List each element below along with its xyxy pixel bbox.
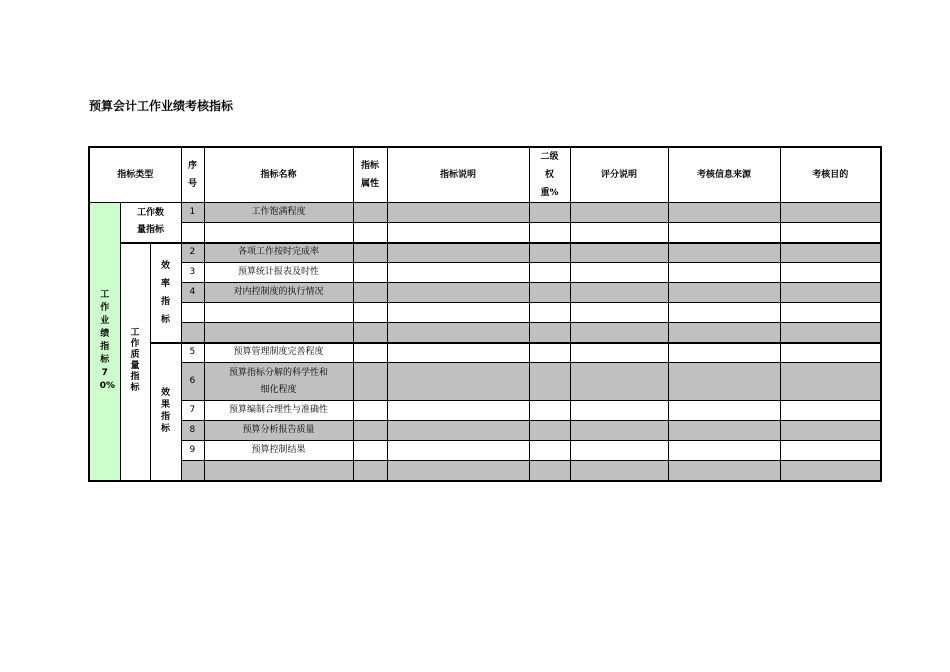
- table-row: [89, 243, 881, 263]
- table-cell: [570, 401, 668, 421]
- table-cell: [780, 303, 881, 323]
- row-name: 各项工作按时完成率: [204, 243, 353, 263]
- header-attr: 指标属性: [353, 147, 387, 203]
- table-cell: [353, 303, 387, 323]
- table-cell: [353, 343, 387, 363]
- header-weight: 二级权重%: [529, 147, 570, 203]
- table-cell: [387, 303, 529, 323]
- kpi-table: [88, 146, 882, 482]
- table-cell: [780, 441, 881, 461]
- table-cell: [387, 401, 529, 421]
- row-seq: 1: [181, 203, 204, 223]
- table-cell: [529, 421, 570, 441]
- table-cell: [529, 203, 570, 223]
- table-cell: [529, 441, 570, 461]
- table-cell: [353, 203, 387, 223]
- header-score: 评分说明: [570, 147, 668, 203]
- row-name: 预算分析报告质量: [204, 421, 353, 441]
- table-cell: [529, 363, 570, 401]
- table-cell: [780, 343, 881, 363]
- row-name: 预算控制结果: [204, 441, 353, 461]
- category-level1: 工作业绩指标70%: [89, 203, 120, 481]
- table-cell: [668, 363, 780, 401]
- row-seq: 9: [181, 441, 204, 461]
- table-cell: [668, 461, 780, 481]
- category-quantity: 工作数量指标: [120, 203, 181, 243]
- row-name: 预算指标分解的科学性和细化程度: [204, 363, 353, 401]
- table-cell: [780, 363, 881, 401]
- row-name: 对内控制度的执行情况: [204, 283, 353, 303]
- table-cell: [529, 223, 570, 243]
- table-cell: [529, 303, 570, 323]
- table-row: [89, 203, 881, 223]
- table-cell: [668, 263, 780, 283]
- category-effect: 效果指标: [150, 343, 181, 481]
- table-cell: [570, 461, 668, 481]
- table-cell: [387, 421, 529, 441]
- table-cell: [353, 401, 387, 421]
- row-seq: 8: [181, 421, 204, 441]
- row-seq: [181, 461, 204, 481]
- table-cell: [353, 323, 387, 343]
- table-cell: [668, 303, 780, 323]
- table-cell: [668, 343, 780, 363]
- table-cell: [387, 223, 529, 243]
- table-cell: [387, 263, 529, 283]
- row-name: [204, 461, 353, 481]
- table-cell: [529, 401, 570, 421]
- table-cell: [353, 461, 387, 481]
- table-row: [89, 343, 881, 363]
- row-name: 预算统计报表及时性: [204, 263, 353, 283]
- row-seq: 2: [181, 243, 204, 263]
- document-title: 预算会计工作业绩考核指标: [89, 99, 234, 113]
- header-purpose: 考核目的: [780, 147, 881, 203]
- header-source: 考核信息来源: [668, 147, 780, 203]
- table-cell: [570, 223, 668, 243]
- table-cell: [529, 243, 570, 263]
- table-cell: [529, 283, 570, 303]
- table-row: [89, 263, 881, 283]
- table-cell: [668, 243, 780, 263]
- row-seq: 6: [181, 363, 204, 401]
- table-cell: [353, 243, 387, 263]
- row-seq: [181, 323, 204, 343]
- row-seq: 4: [181, 283, 204, 303]
- row-seq: 3: [181, 263, 204, 283]
- table-cell: [387, 441, 529, 461]
- table-cell: [570, 303, 668, 323]
- header-name: 指标名称: [204, 147, 353, 203]
- table-cell: [668, 323, 780, 343]
- row-name: [204, 223, 353, 243]
- table-cell: [780, 263, 881, 283]
- row-name: 预算编制合理性与准确性: [204, 401, 353, 421]
- table-cell: [780, 401, 881, 421]
- table-row: [89, 323, 881, 343]
- table-row: [89, 283, 881, 303]
- row-seq: 7: [181, 401, 204, 421]
- table-cell: [387, 203, 529, 223]
- header-seq: 序号: [181, 147, 204, 203]
- category-efficiency: 效率指标: [150, 243, 181, 343]
- table-row: [89, 441, 881, 461]
- table-cell: [780, 223, 881, 243]
- table-cell: [529, 263, 570, 283]
- table-cell: [780, 283, 881, 303]
- row-name: 预算管理制度完善程度: [204, 343, 353, 363]
- table-cell: [353, 421, 387, 441]
- header-type: 指标类型: [89, 147, 181, 203]
- table-cell: [780, 243, 881, 263]
- table-cell: [353, 263, 387, 283]
- header-row: [89, 147, 881, 203]
- table-cell: [353, 283, 387, 303]
- category-quality: 工作质量指标: [120, 243, 150, 481]
- table-cell: [570, 203, 668, 223]
- table-cell: [570, 283, 668, 303]
- table-cell: [780, 203, 881, 223]
- table-cell: [353, 441, 387, 461]
- table-cell: [387, 323, 529, 343]
- table-cell: [570, 441, 668, 461]
- table-cell: [353, 223, 387, 243]
- table-cell: [668, 223, 780, 243]
- row-name: [204, 303, 353, 323]
- table-cell: [570, 343, 668, 363]
- table-cell: [570, 421, 668, 441]
- table-cell: [529, 461, 570, 481]
- table-cell: [570, 323, 668, 343]
- table-cell: [387, 461, 529, 481]
- table-cell: [668, 283, 780, 303]
- table-row: [89, 303, 881, 323]
- table-row: [89, 223, 881, 243]
- table-cell: [529, 323, 570, 343]
- table-cell: [570, 363, 668, 401]
- table-cell: [668, 401, 780, 421]
- row-seq: 5: [181, 343, 204, 363]
- table-cell: [387, 343, 529, 363]
- table-cell: [668, 441, 780, 461]
- header-desc: 指标说明: [387, 147, 529, 203]
- table-row: [89, 461, 881, 481]
- table-cell: [668, 421, 780, 441]
- table-cell: [570, 263, 668, 283]
- table-cell: [570, 243, 668, 263]
- row-name: 工作饱满程度: [204, 203, 353, 223]
- table-cell: [780, 461, 881, 481]
- table-cell: [353, 363, 387, 401]
- table-row: [89, 401, 881, 421]
- table-cell: [387, 283, 529, 303]
- row-seq: [181, 223, 204, 243]
- table-cell: [780, 421, 881, 441]
- table-cell: [668, 203, 780, 223]
- table-cell: [387, 363, 529, 401]
- table-cell: [387, 243, 529, 263]
- row-name: [204, 323, 353, 343]
- row-seq: [181, 303, 204, 323]
- table-cell: [529, 343, 570, 363]
- table-row: [89, 421, 881, 441]
- table-row: [89, 363, 881, 401]
- table-cell: [780, 323, 881, 343]
